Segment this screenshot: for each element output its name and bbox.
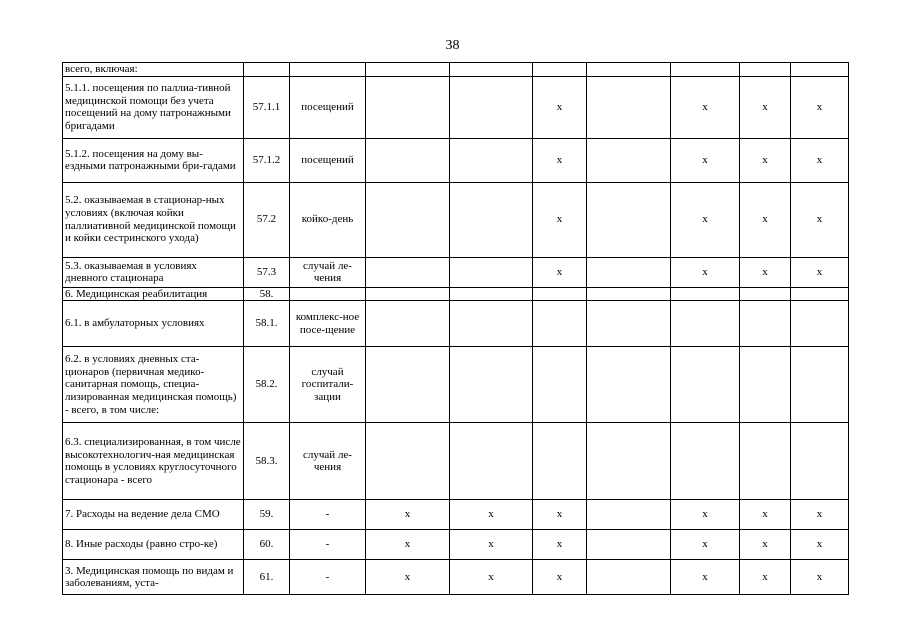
value-cell xyxy=(791,423,849,500)
value-cell xyxy=(791,287,849,301)
value-cell: х xyxy=(791,530,849,560)
value-cell xyxy=(366,301,450,347)
value-cell xyxy=(366,76,450,138)
value-cell: х xyxy=(366,560,450,595)
value-cell: х xyxy=(671,530,740,560)
row-name-cell: 5.3. оказываемая в условиях дневного стационара xyxy=(63,257,244,287)
value-cell: х xyxy=(671,560,740,595)
value-cell xyxy=(450,76,533,138)
row-name-cell: 3. Медицинская помощь по видам и заболеваниям, уста- xyxy=(63,560,244,595)
row-unit-cell: - xyxy=(290,530,366,560)
value-cell xyxy=(587,257,671,287)
value-cell: х xyxy=(791,560,849,595)
row-name-cell: 6. Медицинская реабилитация xyxy=(63,287,244,301)
row-code-cell: 58. xyxy=(244,287,290,301)
value-cell xyxy=(587,182,671,257)
value-cell: х xyxy=(450,560,533,595)
row-code-cell: 59. xyxy=(244,500,290,530)
value-cell: х xyxy=(671,138,740,182)
table-row xyxy=(63,138,849,182)
value-cell xyxy=(366,257,450,287)
value-cell: х xyxy=(791,138,849,182)
table-row xyxy=(63,76,849,138)
row-unit-cell: - xyxy=(290,560,366,595)
value-cell xyxy=(671,63,740,77)
value-cell xyxy=(450,138,533,182)
row-unit-cell: случай ле-чения xyxy=(290,257,366,287)
value-cell: х xyxy=(533,530,587,560)
row-unit-cell xyxy=(290,287,366,301)
table-row xyxy=(63,347,849,423)
value-cell xyxy=(366,63,450,77)
value-cell: х xyxy=(533,182,587,257)
value-cell xyxy=(671,301,740,347)
row-code-cell: 60. xyxy=(244,530,290,560)
value-cell xyxy=(587,500,671,530)
value-cell: х xyxy=(740,560,791,595)
value-cell xyxy=(450,423,533,500)
row-code-cell: 57.2 xyxy=(244,182,290,257)
value-cell xyxy=(587,76,671,138)
row-name-cell: 6.1. в амбулаторных условиях xyxy=(63,301,244,347)
value-cell xyxy=(587,287,671,301)
value-cell xyxy=(533,423,587,500)
value-cell: х xyxy=(366,500,450,530)
value-cell: х xyxy=(671,76,740,138)
value-cell: х xyxy=(791,182,849,257)
row-code-cell: 57.3 xyxy=(244,257,290,287)
value-cell: х xyxy=(671,182,740,257)
value-cell xyxy=(791,347,849,423)
row-unit-cell: случай ле-чения xyxy=(290,423,366,500)
value-cell: х xyxy=(533,500,587,530)
value-cell xyxy=(671,423,740,500)
value-cell xyxy=(533,63,587,77)
value-cell: х xyxy=(740,530,791,560)
page-number: 38 xyxy=(445,38,460,53)
value-cell xyxy=(671,347,740,423)
value-cell xyxy=(533,287,587,301)
row-name-cell: всего, включая: xyxy=(63,63,244,77)
value-cell: х xyxy=(740,182,791,257)
table-row xyxy=(63,301,849,347)
value-cell xyxy=(450,347,533,423)
row-unit-cell: койко-день xyxy=(290,182,366,257)
table-row xyxy=(63,257,849,287)
table-row xyxy=(63,530,849,560)
value-cell xyxy=(450,287,533,301)
value-cell xyxy=(740,63,791,77)
value-cell: х xyxy=(791,76,849,138)
value-cell xyxy=(791,301,849,347)
value-cell xyxy=(740,287,791,301)
value-cell xyxy=(671,287,740,301)
value-cell xyxy=(791,63,849,77)
value-cell: х xyxy=(740,76,791,138)
value-cell xyxy=(740,347,791,423)
value-cell xyxy=(366,138,450,182)
row-name-cell: 5.1.2. посещения на дому вы-ездными патронажными бри-гадами xyxy=(63,138,244,182)
value-cell xyxy=(740,301,791,347)
row-name-cell: 5.1.1. посещения по паллиа-тивной медицинской помощи без учета посещений на дому патронажными бригадами xyxy=(63,76,244,138)
value-cell xyxy=(450,182,533,257)
row-unit-cell: посещений xyxy=(290,138,366,182)
value-cell xyxy=(587,63,671,77)
row-unit-cell: - xyxy=(290,500,366,530)
value-cell: х xyxy=(671,500,740,530)
value-cell: х xyxy=(533,76,587,138)
value-cell xyxy=(587,138,671,182)
row-unit-cell xyxy=(290,63,366,77)
value-cell: х xyxy=(450,530,533,560)
value-cell xyxy=(587,560,671,595)
row-code-cell: 57.1.2 xyxy=(244,138,290,182)
table-row xyxy=(63,423,849,500)
value-cell: х xyxy=(740,500,791,530)
row-code-cell: 58.1. xyxy=(244,301,290,347)
table-row xyxy=(63,560,849,595)
row-name-cell: 8. Иные расходы (равно стро-ке) xyxy=(63,530,244,560)
row-code-cell: 58.3. xyxy=(244,423,290,500)
row-code-cell: 61. xyxy=(244,560,290,595)
value-cell: х xyxy=(450,500,533,530)
value-cell xyxy=(587,347,671,423)
value-cell xyxy=(450,63,533,77)
data-table xyxy=(62,62,849,595)
value-cell: х xyxy=(533,257,587,287)
row-code-cell: 58.2. xyxy=(244,347,290,423)
row-name-cell: 6.3. специализированная, в том числе высокотехнологич-ная медицинская помощь в условиях круглосуточного стационара - всего xyxy=(63,423,244,500)
table-row xyxy=(63,500,849,530)
row-name-cell: 7. Расходы на ведение дела СМО xyxy=(63,500,244,530)
value-cell xyxy=(533,347,587,423)
row-unit-cell: посещений xyxy=(290,76,366,138)
value-cell xyxy=(587,530,671,560)
value-cell: х xyxy=(533,560,587,595)
value-cell xyxy=(740,423,791,500)
value-cell: х xyxy=(791,257,849,287)
value-cell: х xyxy=(533,138,587,182)
value-cell xyxy=(587,423,671,500)
value-cell: х xyxy=(671,257,740,287)
value-cell xyxy=(450,301,533,347)
table-row xyxy=(63,287,849,301)
value-cell xyxy=(533,301,587,347)
value-cell xyxy=(366,182,450,257)
value-cell: х xyxy=(740,257,791,287)
value-cell xyxy=(587,301,671,347)
row-unit-cell: случай госпитали-зации xyxy=(290,347,366,423)
value-cell xyxy=(366,287,450,301)
row-unit-cell: комплекс-ное посе-щение xyxy=(290,301,366,347)
row-name-cell: 6.2. в условиях дневных ста-ционаров (первичная медико-санитарная помощь, специа-лизированная медицинская помощь) - всего, в том числе: xyxy=(63,347,244,423)
row-code-cell xyxy=(244,63,290,77)
value-cell: х xyxy=(791,500,849,530)
value-cell: х xyxy=(366,530,450,560)
value-cell xyxy=(450,257,533,287)
row-code-cell: 57.1.1 xyxy=(244,76,290,138)
table-row xyxy=(63,182,849,257)
value-cell xyxy=(366,423,450,500)
table-row xyxy=(63,63,849,77)
value-cell xyxy=(366,347,450,423)
value-cell: х xyxy=(740,138,791,182)
row-name-cell: 5.2. оказываемая в стационар-ных условиях (включая койки паллиативной медицинской помощи и койки сестринского ухода) xyxy=(63,182,244,257)
